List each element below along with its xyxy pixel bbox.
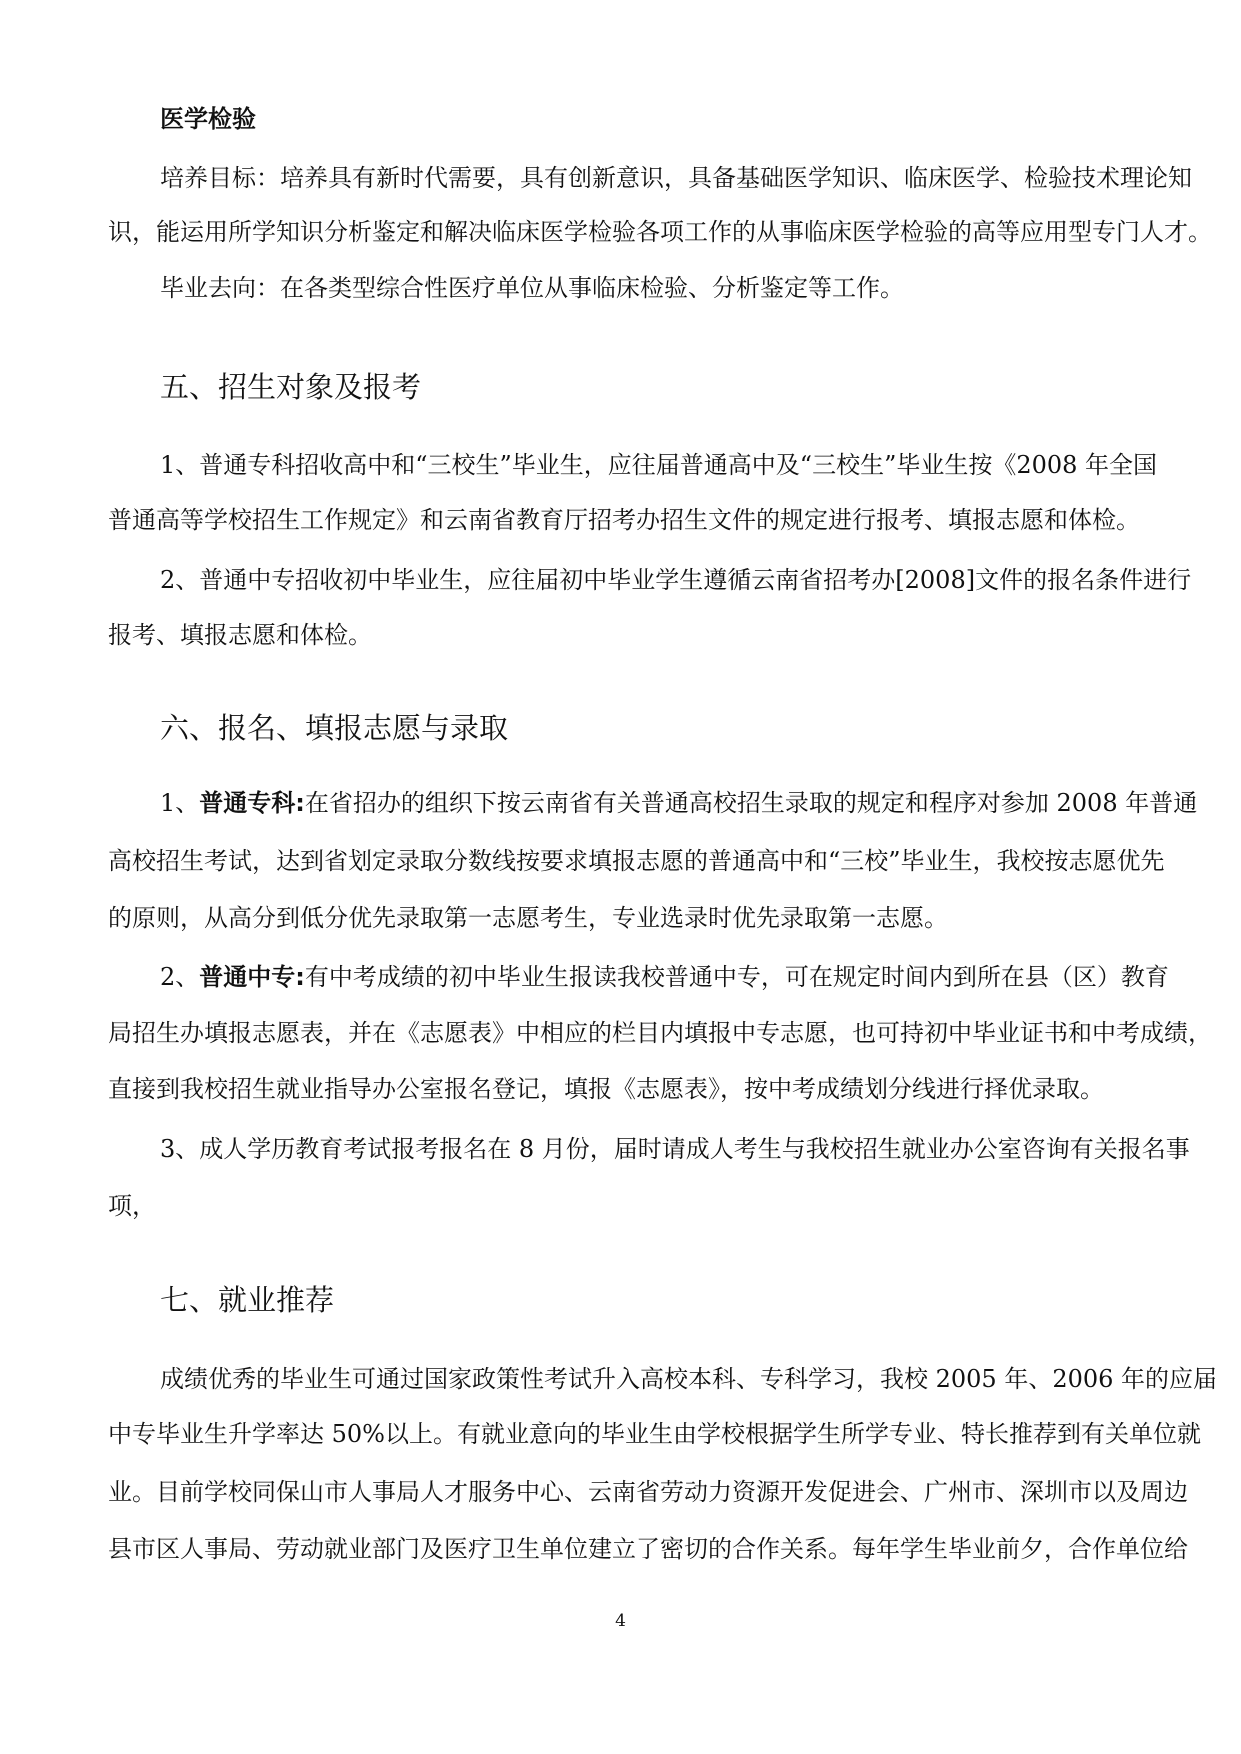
s7-line-1: 成绩优秀的毕业生可通过国家政策性考试升入高校本科、专科学习，我校 2005 年、2006 年的应届 [160,1365,1218,1393]
s6-p1-line-3: 的原则，从高分到低分优先录取第一志愿考生，专业选录时优先录取第一志愿。 [108,904,948,932]
s7-line-3: 业。目前学校同保山市人事局人才服务中心、云南省劳动力资源开发促进会、广州市、深圳市以及周边 [108,1478,1188,1506]
s6-p2-line-2: 局招生办填报志愿表，并在《志愿表》中相应的栏目内填报中专志愿，也可持初中毕业证书和中考成绩， [108,1019,1212,1047]
s5-p1-line-1: 1、普通专科招收高中和“三校生”毕业生，应往届普通高中及“三校生”毕业生按《2008 年全国 [160,451,1158,479]
career-path: 毕业去向：在各类型综合性医疗单位从事临床检验、分析鉴定等工作。 [160,274,904,302]
s6-p1-bold-label: 普通专科: [199,789,305,817]
page-number: 4 [615,1611,626,1631]
section-heading-5: 五、招生对象及报考 [160,370,422,404]
section-heading-7: 七、就业推荐 [160,1283,335,1317]
subsection-title-medical-lab: 医学检验 [160,105,256,133]
s5-p2-line-2: 报考、填报志愿和体检。 [108,621,372,649]
s6-p1-line-1-rest: 在省招办的组织下按云南省有关普通高校招生录取的规定和程序对参加 2008 年普通 [304,789,1198,817]
s6-p1-line-2: 高校招生考试，达到省划定录取分数线按要求填报志愿的普通高中和“三校”毕业生，我校按志愿优先 [108,847,1165,875]
s6-p2-line-3: 直接到我校招生就业指导办公室报名登记，填报《志愿表》，按中考成绩划分线进行择优录取。 [108,1075,1104,1103]
s5-p1-line-2: 普通高等学校招生工作规定》和云南省教育厅招考办招生文件的规定进行报考、填报志愿和体检。 [108,506,1140,534]
s6-p1-prefix: 1、 [160,789,200,817]
s7-line-4: 县市区人事局、劳动就业部门及医疗卫生单位建立了密切的合作关系。每年学生毕业前夕，合作单位给 [108,1535,1188,1563]
s5-p2-line-1: 2、普通中专招收初中毕业生，应往届初中毕业学生遵循云南省招考办[2008]文件的报名条件进行 [160,566,1192,594]
s6-p2-line-1 [160,962,1169,992]
s6-p3-line-1: 3、成人学历教育考试报考报名在 8 月份，届时请成人考生与我校招生就业办公室咨询有关报名事 [160,1135,1190,1163]
s6-p3-line-2: 项， [108,1192,156,1220]
training-goal-line-2: 识，能运用所学知识分析鉴定和解决临床医学检验各项工作的从事临床医学检验的高等应用型专门人才。 [108,218,1212,246]
section-heading-6: 六、报名、填报志愿与录取 [160,711,509,745]
s6-p2-bold-label: 普通中专: [199,963,305,991]
s6-p1-line-1 [160,788,1198,818]
s6-p2-prefix: 2、 [160,963,200,991]
s6-p2-line-1-rest: 有中考成绩的初中毕业生报读我校普通中专，可在规定时间内到所在县（区）教育 [304,963,1169,991]
training-goal-line-1: 培养目标：培养具有新时代需要，具有创新意识，具备基础医学知识、临床医学、检验技术理论知 [160,164,1192,192]
s7-line-2: 中专毕业生升学率达 50%以上。有就业意向的毕业生由学校根据学生所学专业、特长推荐到有关单位就 [108,1420,1201,1448]
